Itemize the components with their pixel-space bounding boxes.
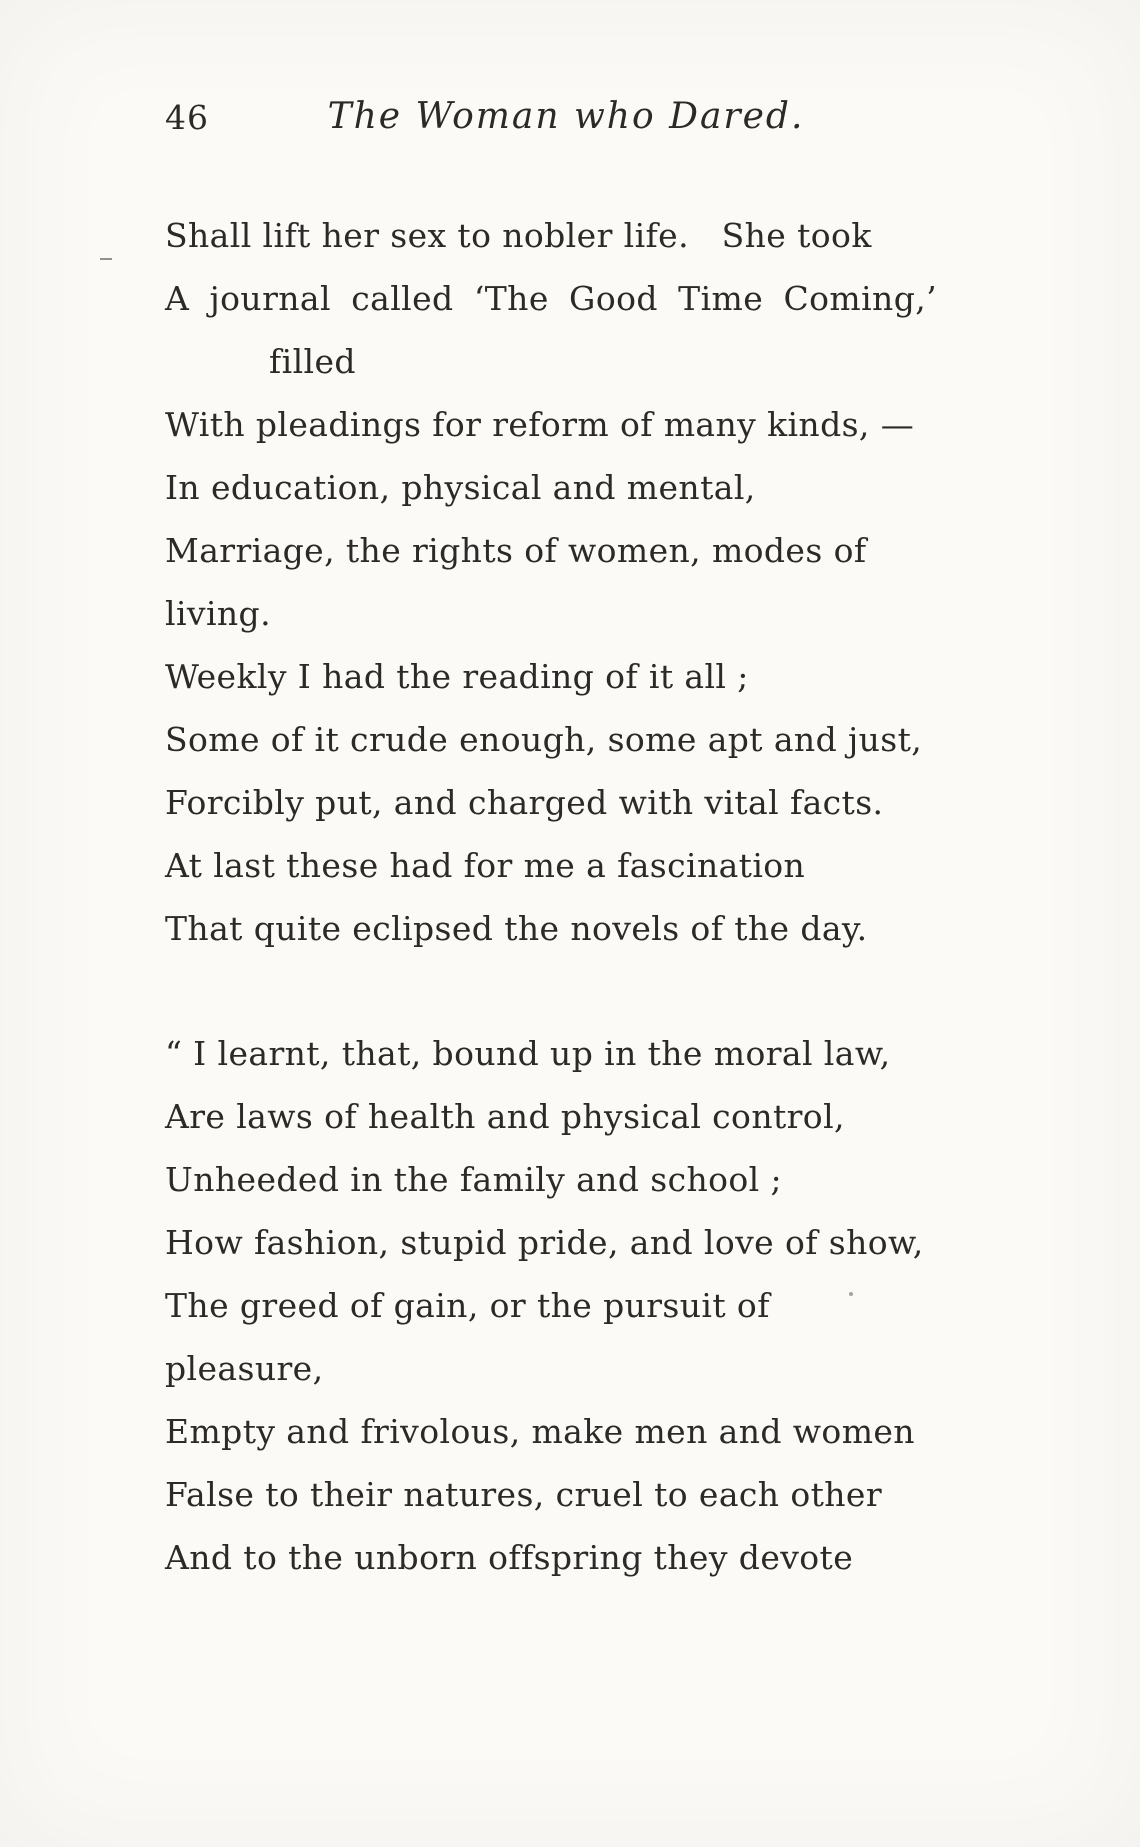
poem-line: Empty and frivolous, make men and women bbox=[165, 1412, 915, 1451]
poem-line: In education, physical and mental, bbox=[165, 468, 756, 507]
stanza-1 bbox=[165, 204, 937, 960]
poem-line: And to the unborn offspring they devote bbox=[165, 1538, 854, 1577]
poem-line: The greed of gain, or the pursuit of pleasure, bbox=[165, 1286, 781, 1388]
poem-line: At last these had for me a fascination bbox=[165, 846, 806, 885]
poem-line: How fashion, stupid pride, and love of show, bbox=[165, 1223, 924, 1262]
poem-line: filled bbox=[269, 342, 356, 381]
poem-line: “ I learnt, that, bound up in the moral law, bbox=[165, 1034, 891, 1073]
poem-line: With pleadings for reform of many kinds, — bbox=[165, 405, 915, 444]
poem-line: Forcibly put, and charged with vital facts. bbox=[165, 783, 884, 822]
scan-artifact-dash bbox=[100, 258, 112, 260]
poem-line: Unheeded in the family and school ; bbox=[165, 1160, 783, 1199]
text-block bbox=[165, 0, 937, 1589]
poem-body bbox=[165, 204, 937, 1589]
poem-line: Shall lift her sex to nobler life. She took bbox=[165, 216, 872, 255]
poem-line: A journal called ‘The Good Time Coming,’ bbox=[165, 279, 937, 318]
page-number: 46 bbox=[165, 98, 209, 137]
page-header bbox=[165, 96, 937, 148]
poem-line: Are laws of health and physical control, bbox=[165, 1097, 845, 1136]
poem-line: Some of it crude enough, some apt and just, bbox=[165, 720, 923, 759]
poem-line: Marriage, the rights of women, modes of living. bbox=[165, 531, 878, 633]
poem-line: That quite eclipsed the novels of the day. bbox=[165, 909, 868, 948]
stanza-2 bbox=[165, 1022, 937, 1589]
poem-line: Weekly I had the reading of it all ; bbox=[165, 657, 749, 696]
poem-line: False to their natures, cruel to each other bbox=[165, 1475, 882, 1514]
running-title: The Woman who Dared. bbox=[327, 96, 805, 137]
